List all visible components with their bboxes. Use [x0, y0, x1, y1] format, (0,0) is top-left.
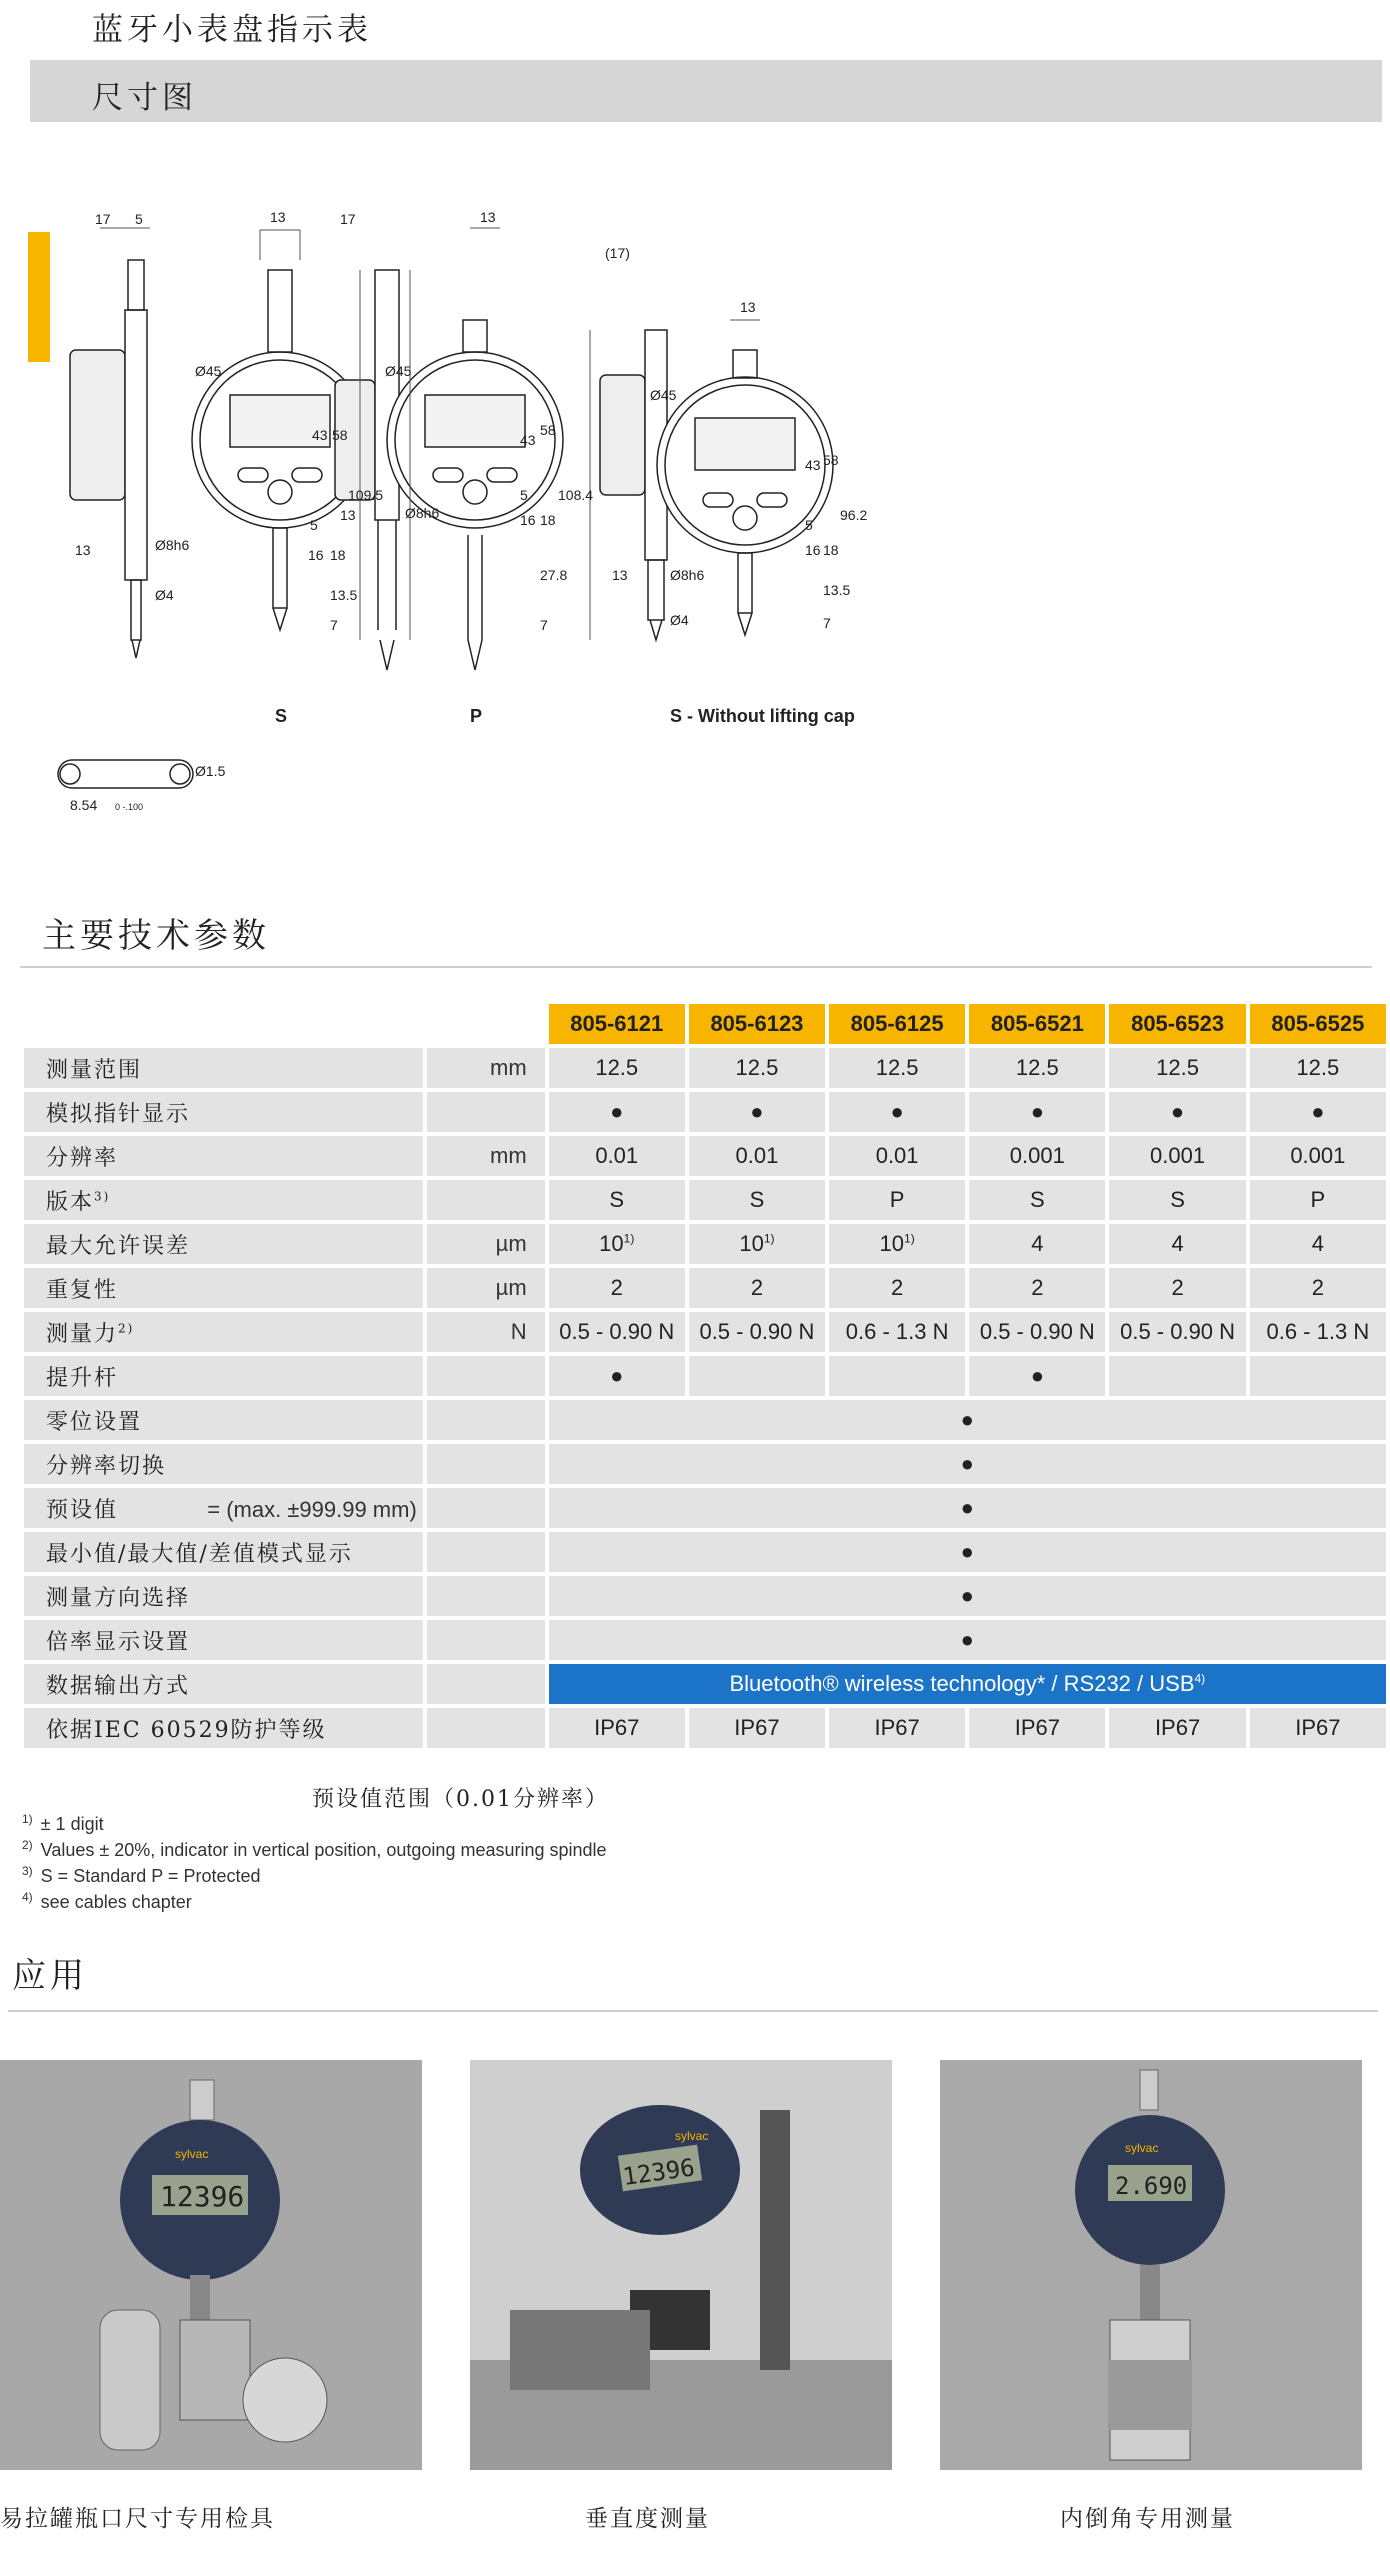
- cell-value: 12.5: [735, 1055, 779, 1080]
- preset-note: 预设值范围（0.01分辨率）: [312, 1787, 609, 1812]
- row-label: [24, 1708, 423, 1748]
- application-photo-2: [470, 2060, 892, 2470]
- row-unit: [427, 1356, 544, 1396]
- footnotes: [22, 1812, 607, 1916]
- row-label-text: 分辨率切换: [46, 1453, 167, 1479]
- dim-phi8h6-w: Ø8h6: [670, 567, 705, 583]
- dim-13-5: 13.5: [330, 587, 358, 603]
- cell: [829, 1136, 965, 1176]
- table-row: [24, 1048, 1386, 1088]
- row-label-text: 测量力: [46, 1321, 119, 1347]
- caption-p: P: [470, 706, 483, 726]
- cell-value: S: [749, 1187, 765, 1212]
- dim-13-w: 13: [740, 299, 756, 315]
- table-row: [24, 1356, 1386, 1396]
- cell-value: 0.001: [1150, 1143, 1206, 1168]
- application-caption-2: 垂直度测量: [585, 2506, 710, 2532]
- dim-108-4: 108.4: [558, 487, 594, 503]
- cell: [689, 1268, 825, 1308]
- cell: [689, 1136, 825, 1176]
- table-row-output: [24, 1664, 1386, 1704]
- dim-109-5: 109.5: [348, 487, 384, 503]
- dim-17-paren: (17): [605, 245, 630, 261]
- cell-value: ●: [890, 1099, 904, 1124]
- row-label: [24, 1620, 423, 1660]
- cell-value: 0.001: [1009, 1143, 1065, 1168]
- row-label-text: 提升杆: [46, 1365, 119, 1391]
- row-label-text: 预设值: [46, 1497, 119, 1523]
- table-row: [24, 1136, 1386, 1176]
- row-label: [24, 1180, 423, 1220]
- specs-title: 主要技术参数: [42, 916, 270, 956]
- cell-value: S: [1029, 1187, 1045, 1212]
- cell: [549, 1224, 685, 1264]
- dim-phi8h6-p: Ø8h6: [405, 505, 440, 521]
- cell: [1109, 1048, 1245, 1088]
- spec-table: [20, 1000, 1390, 1752]
- dim-43: 43: [312, 427, 328, 443]
- cell-sup: 1): [623, 1231, 635, 1246]
- row-unit: [427, 1708, 544, 1748]
- row-label: [24, 1400, 423, 1440]
- cell: [1109, 1180, 1245, 1220]
- footnote-text: ± 1 digit: [40, 1814, 104, 1834]
- cell-value: ●: [610, 1363, 624, 1388]
- dim-phi45: Ø45: [195, 363, 222, 379]
- table-header-row: [24, 1004, 1386, 1044]
- row-unit: mm: [427, 1136, 544, 1176]
- cell: [969, 1136, 1105, 1176]
- cell: [549, 1268, 685, 1308]
- cell-value: ●: [1170, 1099, 1185, 1124]
- cell: [549, 1048, 685, 1088]
- dim-13-side: 13: [340, 507, 356, 523]
- dim-13-s: 13: [75, 542, 91, 558]
- cell: [1250, 1224, 1386, 1264]
- row-label: [24, 1224, 423, 1264]
- header-blank-unit: [427, 1004, 544, 1044]
- row-label: [24, 1048, 423, 1088]
- cell-value: ●: [960, 1495, 974, 1520]
- cell: [1250, 1312, 1386, 1352]
- footnote-text: Values ± 20%, indicator in vertical position, outgoing measuring spindle: [40, 1840, 607, 1860]
- cell-value: 0.5 - 0.90 N: [699, 1319, 815, 1344]
- merged-cell: [549, 1400, 1386, 1440]
- dim-phi4-w: Ø4: [670, 612, 689, 628]
- row-unit: [427, 1620, 544, 1660]
- row-label-text: 分辨率: [46, 1145, 119, 1171]
- footnote-number: 3): [22, 1864, 33, 1878]
- cell-value: S: [609, 1187, 625, 1212]
- cell-value: 12.5: [1296, 1055, 1340, 1080]
- model-header: 805-6521: [969, 1004, 1105, 1044]
- dim-13: 13: [270, 209, 286, 225]
- row-unit: mm: [427, 1048, 544, 1088]
- model-header: 805-6121: [549, 1004, 685, 1044]
- cell-value: ●: [960, 1407, 974, 1432]
- row-unit: [427, 1092, 544, 1132]
- photo-1-display: 12396: [160, 2180, 245, 2213]
- cell: [829, 1356, 965, 1396]
- cell-value: ●: [1311, 1099, 1325, 1124]
- cell-value: ●: [960, 1451, 974, 1476]
- cell: [1250, 1180, 1386, 1220]
- dim-17: 17: [95, 211, 111, 227]
- cell: IP67: [829, 1708, 965, 1748]
- photo-2-display: 12396: [620, 2153, 697, 2192]
- dim-5: 5: [135, 211, 143, 227]
- cell: [1109, 1356, 1245, 1396]
- photo-3-brand: sylvac: [1125, 2141, 1159, 2155]
- row-unit: [427, 1180, 544, 1220]
- cell: [969, 1048, 1105, 1088]
- cell-value: ●: [1030, 1099, 1044, 1124]
- cell: [1109, 1136, 1245, 1176]
- application-photo-1: [0, 2060, 422, 2470]
- cell-value: ●: [610, 1099, 624, 1124]
- cell: [549, 1092, 685, 1132]
- subtitle-bar: [30, 60, 1382, 122]
- dim-18: 18: [330, 547, 346, 563]
- caption-s-without-cap: S - Without lifting cap: [670, 706, 855, 726]
- cell-value: S: [1170, 1187, 1185, 1212]
- dim-5-p: 5: [520, 487, 528, 503]
- specs-rule: [20, 966, 1372, 968]
- cell-value: 2: [891, 1275, 904, 1300]
- cell: [689, 1092, 825, 1132]
- photo-1-brand: sylvac: [175, 2147, 209, 2161]
- model-header: 805-6523: [1109, 1004, 1245, 1044]
- cell: [829, 1312, 965, 1352]
- cell-value: 0.6 - 1.3 N: [845, 1319, 949, 1344]
- photo-2-brand: sylvac: [675, 2129, 709, 2143]
- table-row: [24, 1224, 1386, 1264]
- cell-value: 4: [1171, 1231, 1184, 1256]
- header-blank-label: [24, 1004, 423, 1044]
- cell-value: ●: [960, 1627, 974, 1652]
- cell-value: 12.5: [595, 1055, 639, 1080]
- footnote: [22, 1864, 607, 1890]
- row-label-text: 零位设置: [46, 1409, 143, 1435]
- cell: [549, 1180, 685, 1220]
- cell: [969, 1268, 1105, 1308]
- dim-18-w: 18: [823, 542, 839, 558]
- cell: [969, 1180, 1105, 1220]
- row-label: [24, 1092, 423, 1132]
- cell: [549, 1356, 685, 1396]
- cell-value: P: [889, 1187, 905, 1212]
- dim-16: 16: [308, 547, 324, 563]
- dim-43-p: 43: [520, 432, 536, 448]
- footnote: [22, 1812, 607, 1838]
- cell: [549, 1136, 685, 1176]
- table-row: [24, 1180, 1386, 1220]
- cell: [829, 1092, 965, 1132]
- cell: [969, 1092, 1105, 1132]
- dim-13-5-w: 13.5: [823, 582, 851, 598]
- row-label-text: 最小值/最大值/差值模式显示: [46, 1541, 353, 1567]
- cell-value: 4: [1031, 1231, 1044, 1256]
- cell-value: 10: [739, 1231, 764, 1256]
- cell-value: 2: [1311, 1275, 1324, 1300]
- cell: [689, 1312, 825, 1352]
- cell: [689, 1048, 825, 1088]
- cell-value: 2: [1171, 1275, 1184, 1300]
- dim-18-p: 18: [540, 512, 556, 528]
- row-label-text: 测量方向选择: [46, 1585, 191, 1611]
- cell-value: 0.01: [735, 1143, 779, 1168]
- dimension-drawing: [30, 200, 1382, 840]
- merged-cell: [549, 1488, 1386, 1528]
- row-unit: µm: [427, 1224, 544, 1264]
- cell: [549, 1312, 685, 1352]
- cell-value: ●: [1030, 1363, 1044, 1388]
- cell-value: ●: [960, 1539, 974, 1564]
- row-label-text: 测量范围: [46, 1057, 143, 1083]
- cell: [829, 1048, 965, 1088]
- preset-range-text: = (max. ±999.99 mm): [207, 1497, 417, 1522]
- row-unit: [427, 1532, 544, 1572]
- cell: IP67: [1250, 1708, 1386, 1748]
- cell-value: 2: [610, 1275, 623, 1300]
- cell-value: 0.6 - 1.3 N: [1266, 1319, 1370, 1344]
- cell: [1250, 1356, 1386, 1396]
- cell-sup: 1): [904, 1231, 915, 1246]
- applications-rule: [8, 2010, 1378, 2012]
- cell: [969, 1312, 1105, 1352]
- cell: [1250, 1136, 1386, 1176]
- row-label: [24, 1664, 423, 1704]
- row-label: [24, 1356, 423, 1396]
- row-label: [24, 1268, 423, 1308]
- cell-value: 0.001: [1290, 1143, 1346, 1168]
- cell: [1109, 1092, 1245, 1132]
- cell: [689, 1180, 825, 1220]
- row-label: [24, 1312, 423, 1352]
- table-row-merged: [24, 1532, 1386, 1572]
- row-unit: [427, 1444, 544, 1484]
- cell-value: ●: [750, 1099, 764, 1124]
- footnote-text: S = Standard P = Protected: [40, 1866, 261, 1886]
- row-unit: N: [427, 1312, 544, 1352]
- row-label-text: 依据IEC 60529防护等级: [46, 1717, 327, 1743]
- dim-27-8: 27.8: [540, 567, 568, 583]
- photo-3-display: 2.690: [1115, 2172, 1188, 2200]
- cell-value: ●: [960, 1583, 974, 1608]
- cell: [969, 1224, 1105, 1264]
- table-row-ip: [24, 1708, 1386, 1748]
- table-row-merged: [24, 1620, 1386, 1660]
- row-unit: [427, 1576, 544, 1616]
- dim-phi4: Ø4: [155, 587, 174, 603]
- row-label-text: 版本: [46, 1189, 95, 1215]
- row-label-text: 模拟指针显示: [46, 1101, 191, 1127]
- applications-title: 应用: [12, 1956, 88, 1996]
- cell-value: 12.5: [875, 1055, 919, 1080]
- row-unit: [427, 1664, 544, 1704]
- merged-cell: [549, 1576, 1386, 1616]
- cell-value: P: [1310, 1187, 1326, 1212]
- dim-96-2: 96.2: [840, 507, 868, 523]
- cell: [969, 1356, 1105, 1396]
- application-photo-3: [940, 2060, 1362, 2470]
- dim-13-p: 13: [480, 209, 496, 225]
- dim-17-p: 17: [340, 211, 356, 227]
- cell: [689, 1224, 825, 1264]
- row-label: [24, 1576, 423, 1616]
- merged-cell: [549, 1532, 1386, 1572]
- cell-value: 10: [599, 1231, 624, 1256]
- cell-value: 2: [1031, 1275, 1044, 1300]
- row-label-text: 最大允许误差: [46, 1233, 191, 1259]
- cell: [1109, 1312, 1245, 1352]
- footnote-number: 4): [22, 1890, 33, 1904]
- merged-cell: [549, 1444, 1386, 1484]
- dim-58-w: 58: [823, 452, 839, 468]
- merged-cell: [549, 1620, 1386, 1660]
- dim-phi45-w: Ø45: [650, 387, 677, 403]
- cell-sup: 1): [763, 1231, 775, 1246]
- cell-value: 0.5 - 0.90 N: [979, 1319, 1095, 1344]
- table-row: [24, 1312, 1386, 1352]
- footnote-number: 1): [22, 1812, 33, 1826]
- row-label-sup: 2): [118, 1321, 135, 1336]
- output-sup: 4): [1194, 1671, 1206, 1686]
- row-unit: [207, 1488, 544, 1528]
- table-row: [24, 1268, 1386, 1308]
- cell: [829, 1268, 965, 1308]
- dim-7-p: 7: [540, 617, 548, 633]
- dim-phi45-p: Ø45: [385, 363, 412, 379]
- model-header: 805-6123: [689, 1004, 825, 1044]
- table-row-merged: [24, 1444, 1386, 1484]
- table-row: [24, 1092, 1386, 1132]
- page-title: 蓝牙小表盘指示表: [92, 12, 372, 48]
- cell: [829, 1224, 965, 1264]
- application-caption-1: 易拉罐瓶口尺寸专用检具: [0, 2506, 275, 2532]
- dim-13-w-side: 13: [612, 567, 628, 583]
- footnote-text: see cables chapter: [40, 1892, 192, 1912]
- table-row-merged: [24, 1576, 1386, 1616]
- output-cell: [549, 1664, 1386, 1704]
- cell: IP67: [689, 1708, 825, 1748]
- cell: [689, 1356, 825, 1396]
- row-label-text: 倍率显示设置: [46, 1629, 191, 1655]
- dim-5-s: 5: [310, 517, 318, 533]
- application-caption-3: 内倒角专用测量: [1060, 2506, 1235, 2532]
- subtitle: 尺寸图: [92, 80, 197, 116]
- row-unit: µm: [427, 1268, 544, 1308]
- dim-7-w: 7: [823, 615, 831, 631]
- cell: [1250, 1048, 1386, 1088]
- dim-tolerance: 0 -.100: [115, 802, 144, 812]
- row-label: [24, 1136, 423, 1176]
- footnote: [22, 1838, 607, 1864]
- row-label-text: 重复性: [46, 1277, 119, 1303]
- cell-value: 0.01: [875, 1143, 919, 1168]
- row-label: [24, 1444, 423, 1484]
- cell-value: 4: [1311, 1231, 1324, 1256]
- cell-value: 10: [879, 1231, 905, 1256]
- cell-value: 2: [750, 1275, 764, 1300]
- dim-phi15: Ø1.5: [195, 763, 226, 779]
- cell: [1250, 1268, 1386, 1308]
- dim-16-w: 16: [805, 542, 821, 558]
- cell-value: 0.5 - 0.90 N: [1120, 1319, 1236, 1344]
- cell-value: 0.01: [595, 1143, 639, 1168]
- dim-58: 58: [332, 427, 348, 443]
- cell-value: 12.5: [1156, 1055, 1199, 1080]
- cell-value: 12.5: [1015, 1055, 1059, 1080]
- table-row-merged: [24, 1488, 1386, 1528]
- cell: IP67: [549, 1708, 685, 1748]
- caption-s: S: [275, 706, 288, 726]
- dim-854: 8.54: [70, 797, 98, 813]
- cell-value: 0.5 - 0.90 N: [559, 1319, 675, 1344]
- row-unit: [427, 1400, 544, 1440]
- cell: [1109, 1224, 1245, 1264]
- row-label-sup: 3): [94, 1189, 111, 1204]
- row-label-text: 数据输出方式: [46, 1673, 191, 1699]
- dim-58-p: 58: [540, 422, 556, 438]
- row-label: [24, 1532, 423, 1572]
- footnote-number: 2): [22, 1838, 33, 1852]
- footnote: [22, 1890, 607, 1916]
- cell: [1250, 1092, 1386, 1132]
- table-row-merged: [24, 1400, 1386, 1440]
- model-header: 805-6125: [829, 1004, 965, 1044]
- dim-5-w: 5: [805, 517, 813, 533]
- dim-43-w: 43: [805, 457, 821, 473]
- cell: IP67: [1109, 1708, 1245, 1748]
- model-header: 805-6525: [1250, 1004, 1386, 1044]
- cell: [1109, 1268, 1245, 1308]
- dim-16-p: 16: [520, 512, 536, 528]
- dim-7: 7: [330, 617, 338, 633]
- cell: [829, 1180, 965, 1220]
- dim-phi8h6: Ø8h6: [155, 537, 190, 553]
- cell: IP67: [969, 1708, 1105, 1748]
- output-value: Bluetooth® wireless technology* / RS232 / USB: [729, 1671, 1195, 1696]
